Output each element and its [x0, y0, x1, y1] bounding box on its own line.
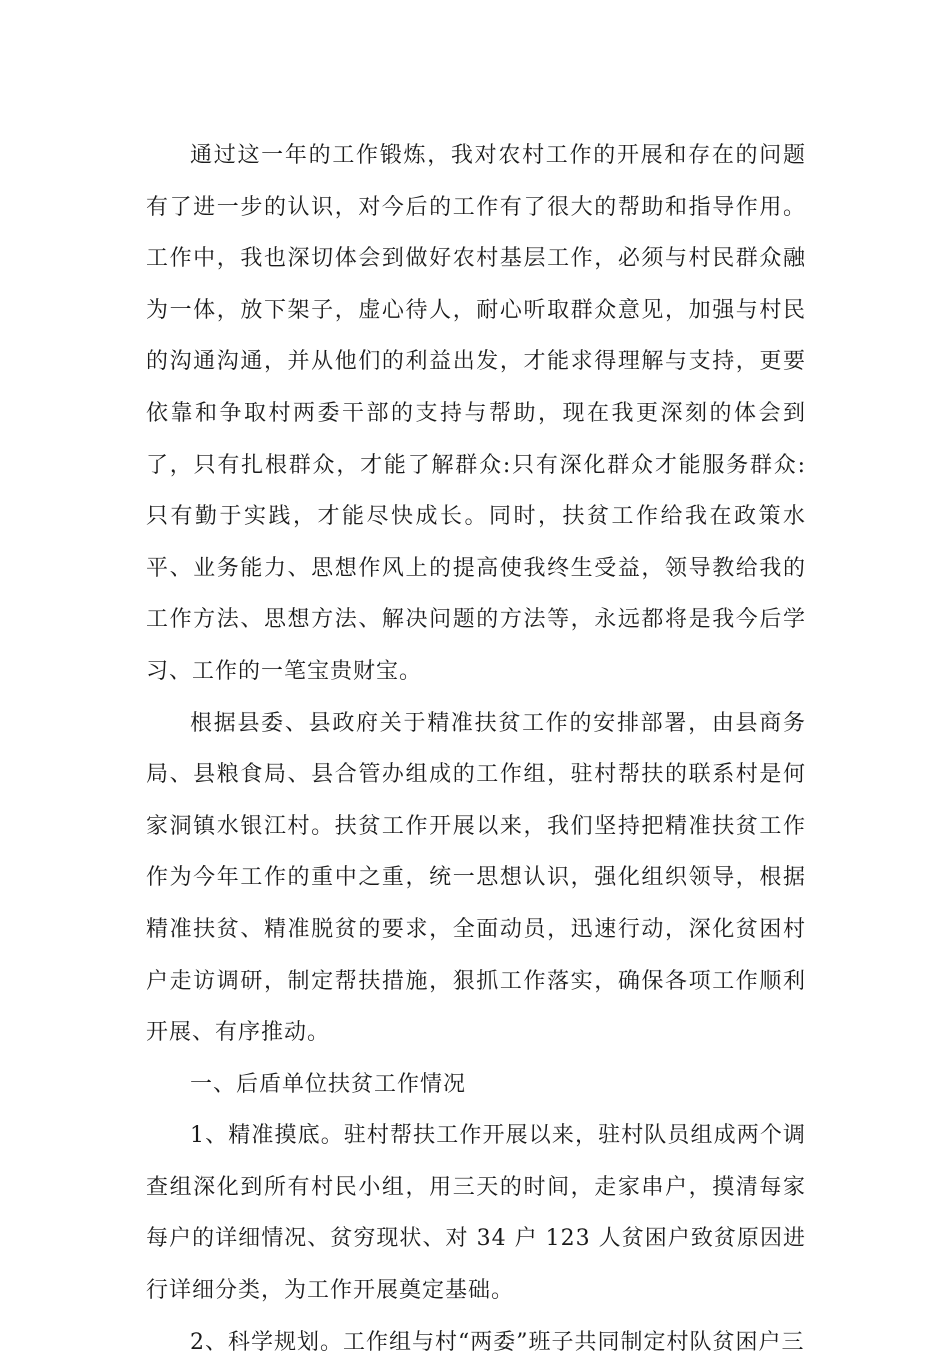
document-body — [146, 130, 806, 1368]
section-heading: 一、后盾单位扶贫工作情况 — [190, 1071, 467, 1097]
paragraph-reflection: 通过这一年的工作锻炼，我对农村工作的开展和存在的问题有了进一步的认识，对今后的工作有了很大的帮助和指导作用。工作中，我也深切体会到做好农村基层工作，必须与村民群众融为一体，放下架子，虚心待人，耐心听取群众意见，加强与村民的沟通沟通，并从他们的利益出发，才能求得理解与支持，更要依靠和争取村两委干部的支持与帮助，现在我更深刻的体会到了，只有扎根群众，才能了解群众:只有深化群众才能服务群众:只有勤于实践，才能尽快成长。同时，扶贫工作给我在政策水平、业务能力、思想作风上的提高使我终生受益，领导教给我的工作方法、思想方法、解决问题的方法等，永远都将是我今后学习、工作的一笔宝贵财宝。 — [146, 143, 806, 684]
paragraph-background: 根据县委、县政府关于精准扶贫工作的安排部署，由县商务局、县粮食局、县合管办组成的工作组，驻村帮扶的联系村是何家洞镇水银江村。扶贫工作开展以来，我们坚持把精准扶贫工作作为今年工作的重中之重，统一思想认识，强化组织领导，根据精准扶贫、精准脱贫的要求，全面动员，迅速行动，深化贫困村户走访调研，制定帮扶措施，狠抓工作落实，确保各项工作顺利开展、有序推动。 — [146, 710, 806, 1046]
paragraph-scientific-planning: 2、科学规划。工作组与村“两委”班子共同制定村队贫困户三 — [190, 1329, 805, 1355]
paragraph-precise-survey: 1、精准摸底。驻村帮扶工作开展以来，驻村队员组成两个调查组深化到所有村民小组，用三天的时间，走家串户，摸清每家每户的详细情况、贫穷现状、对 34 户 123 人贫困户致贫原因进行详细分类，为工作开展奠定基础。 — [146, 1123, 806, 1304]
